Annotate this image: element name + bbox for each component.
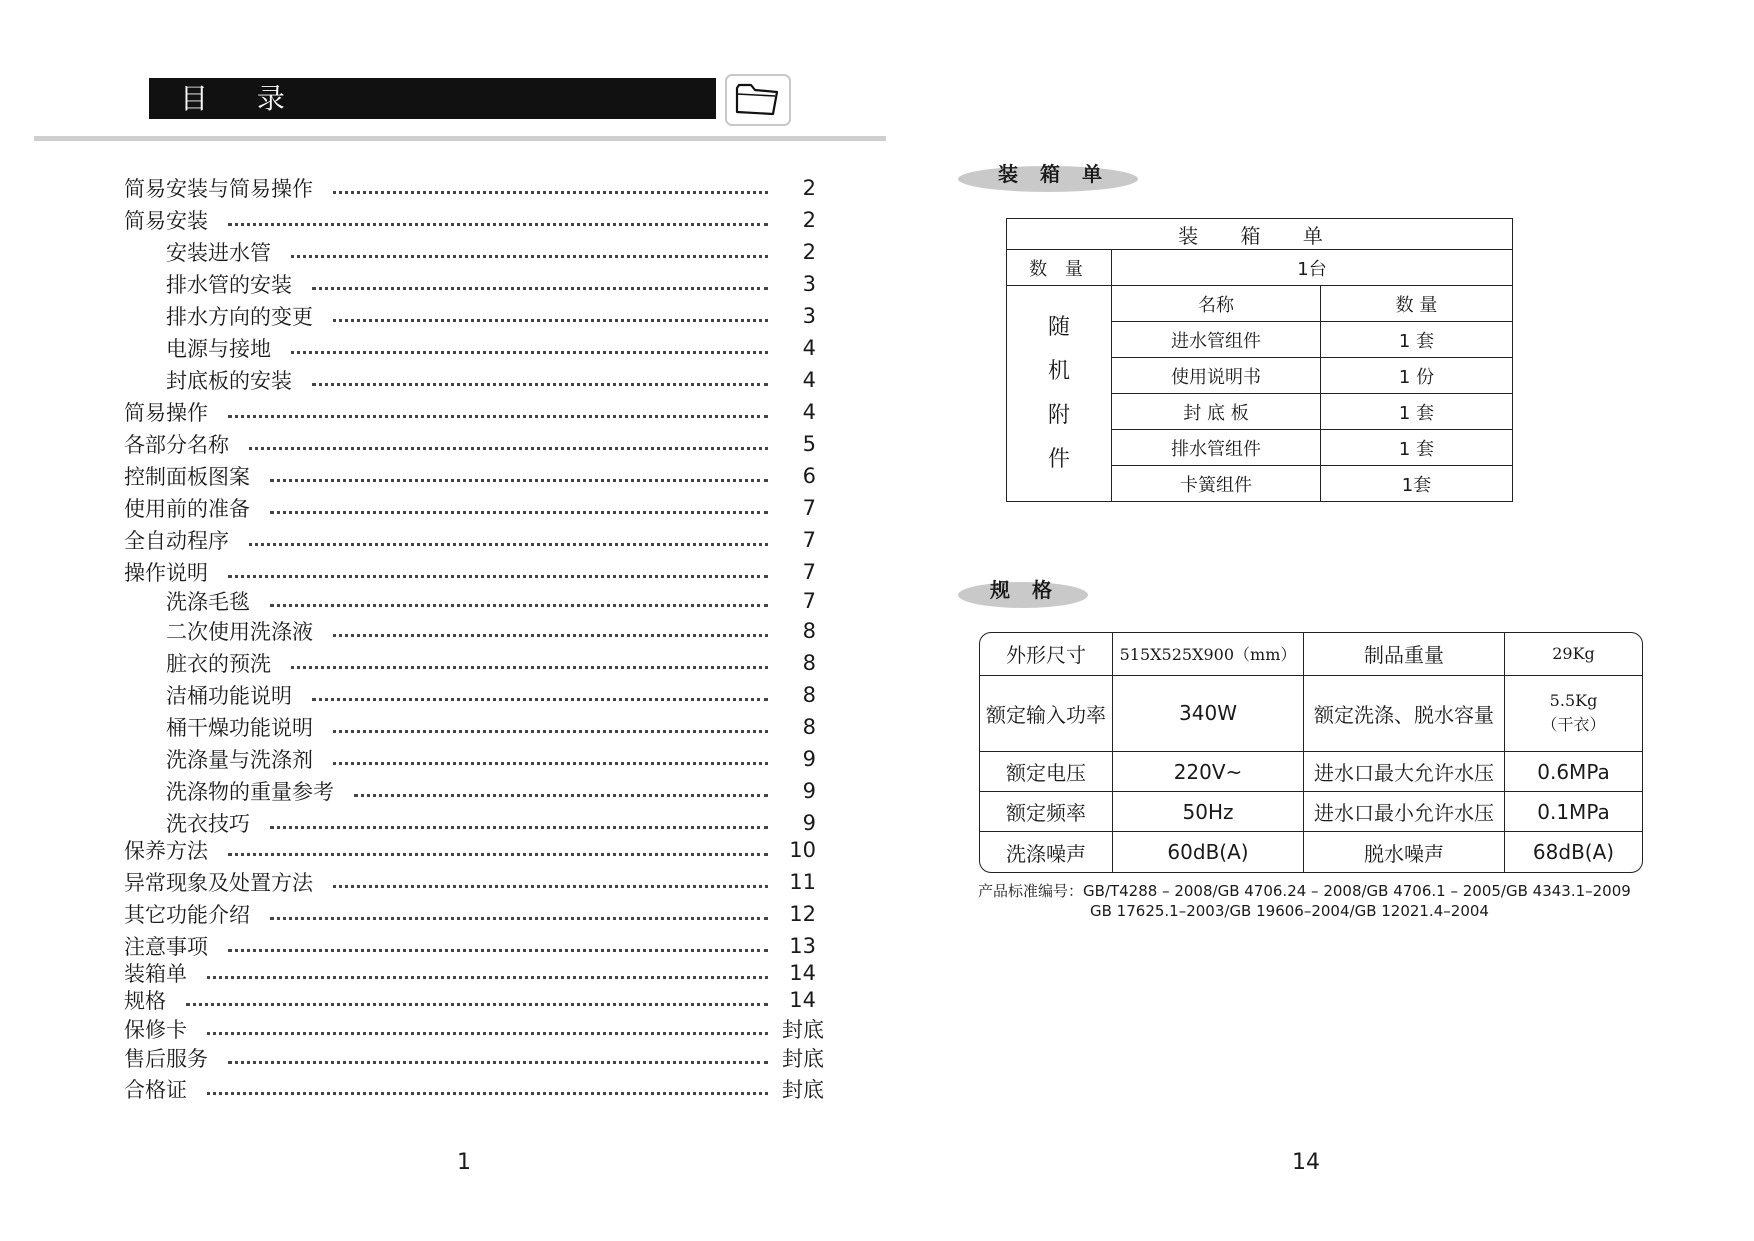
toc-entry-label: 二次使用洗涤液 [166,620,313,644]
table-row: 使用说明书 1 份 [1007,358,1513,394]
toc-leader-dots [228,575,768,578]
toc-entry [166,649,816,677]
spec-table [980,633,1642,872]
table-row: 排水管组件 1 套 [1007,430,1513,466]
toc-entry-page: 10 [789,838,816,862]
toc-entry [124,558,816,586]
toc-entry-label: 全自动程序 [124,529,229,553]
toc-leader-dots [270,826,768,829]
toc-leader-dots [291,255,768,258]
toc-entry [166,809,816,837]
table-row: 额定输入功率 340W 额定洗涤、脱水容量 5.5Kg （干衣） [980,675,1642,751]
toc-entry-label: 电源与接地 [166,337,271,361]
toc-leader-dots [333,319,768,322]
toc-entry [124,206,816,234]
toc-leader-dots [228,415,768,418]
spec-table-frame [979,632,1643,873]
table-row: 封 底 板 1 套 [1007,394,1513,430]
right-page-number: 14 [1292,1150,1320,1175]
toc-entry-label: 洗涤毛毯 [166,590,250,614]
toc-entry-label: 控制面板图案 [124,465,250,489]
toc-leader-dots [333,634,768,637]
toc-entry-label: 装箱单 [124,962,187,986]
toc-leader-dots [312,383,768,386]
toc-entry [124,868,816,896]
toc-leader-dots [186,1003,768,1006]
toc-entry-page: 4 [802,336,816,360]
toc-leader-dots [270,479,768,482]
toc-leader-dots [228,949,768,952]
toc-entry [124,1075,824,1103]
toc-entry-label: 售后服务 [124,1047,208,1071]
toc-entry-label: 封底板的安装 [166,369,292,393]
toc-leader-dots [207,976,768,979]
toc-entry-page: 4 [802,400,816,424]
toc-entry-page: 封底 [782,1047,824,1071]
toc-leader-dots [270,511,768,514]
toc-title: 目 录 [180,82,305,115]
toc-leader-dots [291,351,768,354]
standards-line-1: 产品标准编号：GB/T4288 – 2008/GB 4706.24 – 2008/GB 4706.1 – 2005/GB 4343.1–2009 [978,882,1631,900]
quantity-value: 1台 [1112,250,1513,286]
toc-entry-page: 6 [802,464,816,488]
toc-entry-page: 14 [789,961,816,985]
toc-entry-label: 简易操作 [124,401,208,425]
col-name-header: 名称 [1112,286,1321,322]
left-page-number: 1 [457,1150,471,1175]
header-rule [34,136,886,141]
toc-entry-page: 7 [802,589,816,613]
table-row: 额定频率 50Hz 进水口最小允许水压 0.1MPa [980,792,1642,832]
toc-entry-label: 简易安装与简易操作 [124,177,313,201]
toc-entry-page: 封底 [782,1078,824,1102]
table-row: 外形尺寸 515X525X900（mm） 制品重量 29Kg [980,633,1642,675]
toc-entry [124,494,816,522]
toc-leader-dots [270,917,768,920]
toc-leader-dots [228,853,768,856]
toc-entry-label: 脏衣的预洗 [166,652,271,676]
toc-leader-dots [333,730,768,733]
toc-entry-label: 排水管的安装 [166,273,292,297]
toc-entry-page: 5 [802,432,816,456]
toc-entry-label: 桶干燥功能说明 [166,716,313,740]
toc-entry-label: 简易安装 [124,209,208,233]
toc-entry [166,745,816,773]
packing-section-label: 装箱单 [998,162,1124,186]
packing-list-table [1006,218,1513,502]
packing-table-title: 装 箱 单 [1007,219,1513,250]
toc-entry-label: 洗涤物的重量参考 [166,780,334,804]
toc-entry [124,986,816,1014]
toc-entry [124,1015,824,1043]
toc-entry [166,302,816,330]
toc-entry [124,174,816,202]
toc-entry-label: 规格 [124,989,166,1013]
toc-entry-label: 其它功能介绍 [124,903,250,927]
toc-entry [166,334,816,362]
toc-entry-label: 洗衣技巧 [166,812,250,836]
toc-leader-dots [249,543,768,546]
toc-entry-label: 保修卡 [124,1018,187,1042]
toc-entry-label: 注意事项 [124,935,208,959]
toc-entry-label: 各部分名称 [124,433,229,457]
toc-entry [166,238,816,266]
folder-icon [725,74,791,126]
toc-entry-page: 8 [802,715,816,739]
toc-entry-label: 操作说明 [124,561,208,585]
toc-leader-dots [333,885,768,888]
toc-leader-dots [270,604,768,607]
toc-entry [166,681,816,709]
toc-entry-page: 3 [802,272,816,296]
toc-entry-label: 保养方法 [124,839,208,863]
toc-entry-page: 8 [802,683,816,707]
toc-entry-page: 7 [802,528,816,552]
toc-leader-dots [228,223,768,226]
toc-leader-dots [249,447,768,450]
toc-entry-label: 使用前的准备 [124,497,250,521]
toc-entry-label: 洁桶功能说明 [166,684,292,708]
toc-entry [166,713,816,741]
toc-leader-dots [333,191,768,194]
table-row: 额定电压 220V~ 进水口最大允许水压 0.6MPa [980,751,1642,791]
toc-leader-dots [312,287,768,290]
toc-entry [124,836,816,864]
quantity-label: 数 量 [1007,250,1112,286]
toc-entry-label: 异常现象及处置方法 [124,871,313,895]
toc-entry [166,270,816,298]
toc-entry [124,1044,824,1072]
accessories-label: 随 机 附 件 [1007,286,1112,502]
toc-leader-dots [291,666,768,669]
toc-leader-dots [354,794,768,797]
toc-entry [124,932,816,960]
col-qty-header: 数 量 [1321,286,1513,322]
table-row: 进水管组件 1 套 [1007,322,1513,358]
toc-entry [124,526,816,554]
toc-entry-page: 3 [802,304,816,328]
toc-entry-page: 4 [802,368,816,392]
toc-entry-page: 7 [802,560,816,584]
toc-entry [124,398,816,426]
toc-entry-label: 排水方向的变更 [166,305,313,329]
toc-entry-page: 12 [789,902,816,926]
toc-entry-label: 洗涤量与洗涤剂 [166,748,313,772]
toc-leader-dots [312,698,768,701]
toc-entry-label: 合格证 [124,1078,187,1102]
toc-entry [166,777,816,805]
toc-entry-page: 2 [802,208,816,232]
toc-leader-dots [207,1092,768,1095]
toc-leader-dots [207,1032,768,1035]
toc-entry [166,366,816,394]
toc-entry-page: 13 [789,934,816,958]
table-row: 卡簧组件 1套 [1007,466,1513,502]
toc-entry-page: 9 [802,779,816,803]
toc-leader-dots [228,1061,768,1064]
toc-entry-page: 11 [789,870,816,894]
toc-entry-page: 14 [789,988,816,1012]
table-row: 洗涤噪声 60dB(A) 脱水噪声 68dB(A) [980,832,1642,872]
toc-entry-page: 9 [802,811,816,835]
toc-entry-page: 7 [802,496,816,520]
toc-entry-page: 8 [802,651,816,675]
toc-entry-page: 9 [802,747,816,771]
toc-entry [166,617,816,645]
toc-entry [166,587,816,615]
toc-entry-page: 2 [802,176,816,200]
toc-entry-page: 封底 [782,1018,824,1042]
toc-entry [124,900,816,928]
toc-entry [124,462,816,490]
toc-entry-page: 2 [802,240,816,264]
standards-line-2: GB 17625.1–2003/GB 19606–2004/GB 12021.4–2004 [1090,902,1489,920]
toc-leader-dots [333,762,768,765]
toc-entry-page: 8 [802,619,816,643]
toc-entry-label: 安装进水管 [166,241,271,265]
toc-entry [124,430,816,458]
spec-section-label: 规格 [990,578,1074,602]
toc-entry [124,959,816,987]
